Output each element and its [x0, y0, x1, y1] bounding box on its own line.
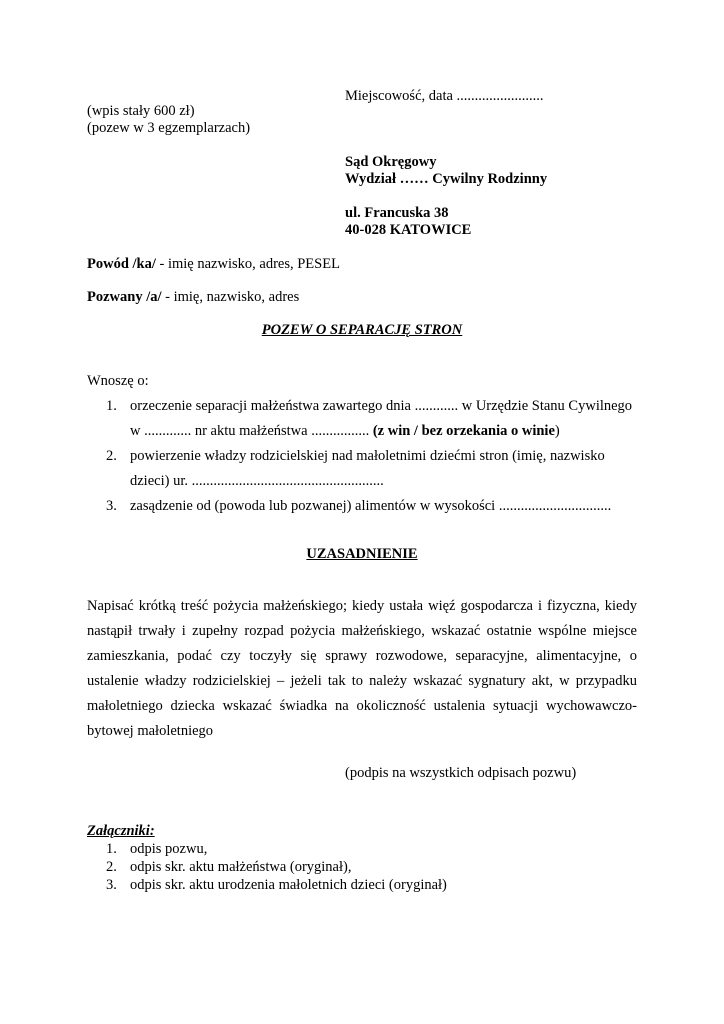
list-number: 2. — [106, 859, 117, 875]
fee-note: (wpis stały 600 zł) — [87, 103, 195, 119]
justification-heading: UZASADNIENIE — [306, 546, 418, 562]
copies-note: (pozew w 3 egzemplarzach) — [87, 120, 251, 136]
place-date: Miejscowość, data ........................ — [345, 88, 544, 104]
request-item — [106, 494, 666, 519]
plaintiff-label: Powód /ka/ — [87, 256, 156, 272]
defendant-text: - imię, nazwisko, adres — [161, 289, 300, 305]
request-line-part: ) — [554, 423, 560, 439]
list-number: 3. — [106, 877, 117, 893]
attachment-text: odpis skr. aktu urodzenia małoletnich dzieci (oryginał) — [130, 877, 447, 893]
request-item — [106, 444, 666, 494]
court-street: ul. Francuska 38 — [345, 205, 449, 221]
defendant-label: Pozwany /a/ — [87, 289, 162, 305]
list-number: 1. — [106, 841, 117, 857]
signature-note: (podpis na wszystkich odpisach pozwu) — [345, 765, 577, 781]
document-title: POZEW O SEPARACJĘ STRON — [261, 322, 463, 338]
request-line-part: w ............. nr aktu małżeństwa ................ — [130, 423, 373, 439]
request-line — [130, 419, 666, 444]
attachments-list — [106, 840, 666, 894]
justification-text: Napisać krótką treść pożycia małżeńskiego; kiedy ustała więź gospodarcza i fizyczna, kiedy nastąpił trwały i zupełny rozpad pożycia małżeńskiego, wskazać ostatnie wspólne miejsce zamieszkania, podać czy toczyły się sprawy rozwodowe, separacyjne, alimentacyjne, o ustalenie władzy rodzicielskiej – jeżeli tak to należy wskazać sygnatury akt, w przypadku małoletniego dziecka wskazać świadka na okoliczność ustalenia sytuacji wychowawczo-bytowej małoletniego — [87, 598, 637, 739]
requests-intro: Wnoszę o: — [87, 373, 149, 389]
attachment-text: odpis skr. aktu małżeństwa (oryginał), — [130, 859, 352, 875]
attachment-item — [106, 840, 666, 858]
request-line-bold: (z win / bez orzekania o winie — [372, 423, 555, 439]
attachment-item — [106, 876, 666, 894]
court-city: 40-028 KATOWICE — [345, 222, 472, 238]
court-name: Sąd Okręgowy — [345, 154, 437, 170]
request-line: dzieci) ur. ..................................................... — [130, 473, 384, 489]
attachment-item — [106, 858, 666, 876]
request-line: zasądzenie od (powoda lub pozwanej) alimentów w wysokości ............................... — [130, 498, 612, 514]
attachment-text: odpis pozwu, — [130, 841, 208, 857]
list-number: 2. — [106, 448, 117, 464]
request-item — [106, 394, 666, 444]
requests-list — [106, 394, 666, 519]
request-line: powierzenie władzy rodzicielskiej nad małoletnimi dziećmi stron (imię, nazwisko — [130, 448, 605, 464]
plaintiff-text: - imię nazwisko, adres, PESEL — [155, 256, 340, 272]
attachments-heading: Załączniki: — [87, 823, 155, 839]
plaintiff-line — [87, 256, 340, 273]
court-division: Wydział …… Cywilny Rodzinny — [345, 171, 548, 187]
defendant-line — [87, 289, 299, 306]
request-line: orzeczenie separacji małżeństwa zawartego dnia ............ w Urzędzie Stanu Cywilnego — [130, 398, 633, 414]
list-number: 3. — [106, 498, 117, 514]
list-number: 1. — [106, 398, 117, 414]
